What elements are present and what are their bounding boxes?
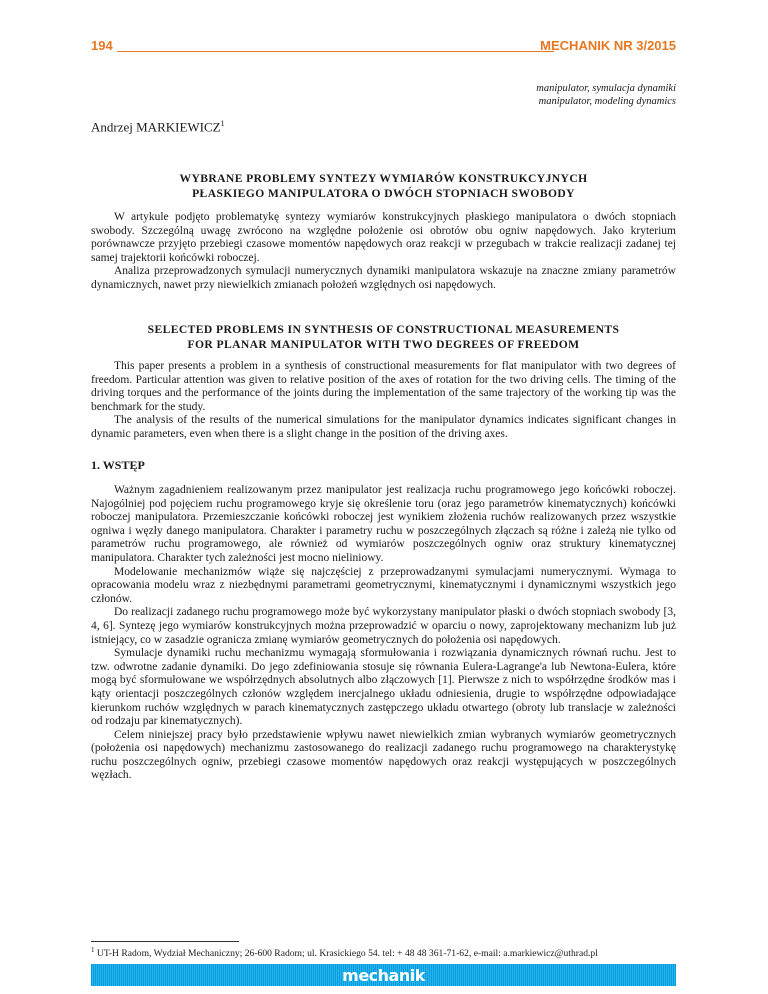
abstract-polish: [91, 211, 676, 293]
title-polish-line: WYBRANE PROBLEMY SYNTEZY WYMIARÓW KONSTRUKCYJNYCH: [179, 172, 588, 185]
journal-issue: MECHANIK NR 3/2015: [540, 38, 676, 53]
abstract-paragraph: Analiza przeprowadzonych symulacji numerycznych dynamiki manipulatora wskazuje na znaczne zmiany parametrów dynamicznych, nawet przy niewielkich zmianach położeń względnych osi napędowych.: [91, 265, 676, 291]
header-rule: [117, 51, 554, 52]
body-paragraph: Ważnym zagadnieniem realizowanym przez manipulator jest realizacja ruchu programowego jego końcówki roboczej. Najogólniej pod pojęciem ruchu programowego kryje się określenie toru (oraz jego parametrów kinematycznych) końcówki roboczej manipulatora. Przemieszczanie końcówki roboczej jest wynikiem złożenia ruchów realizowanych przez wszystkie ogniwa i węzły danego manipulatora. Charakter i parametry ruchu w poszczególnych złączach są różne i zależą nie tylko od parametrów ruchu programowego, ale również od wymiarów poszczególnych ogniw oraz struktury kinematycznej manipulatora. Charakter tych zależności jest mocno nieliniowy.: [91, 484, 676, 564]
title-english-line: FOR PLANAR MANIPULATOR WITH TWO DEGREES OF FREEDOM: [187, 338, 580, 351]
keywords-en: manipulator, modeling dynamics: [538, 96, 676, 107]
abstract-paragraph: This paper presents a problem in a synthesis of constructional measurements for flat manipulator with two degrees of freedom. Particular attention was given to relative position of the axes of rotation for the two driving cells. The timing of the driving torques and the performance of the joints during the implementation of the same trajectory of the working tip was the benchmark for the study.: [91, 360, 676, 413]
body-paragraph: Do realizacji zadanego ruchu programowego może być wykorzystany manipulator płaski o dwóch stopniach swobody [3, 4, 6]. Syntezę jego wymiarów konstrukcyjnych można przeprowadzić w oparciu o nowy, zaprojektowany mechanizm lub już istniejący, co w zasadzie ogranicza zmianę wymiarów geometrycznych do położenia osi napędowych.: [91, 606, 676, 646]
footnote-text: UT-H Radom, Wydział Mechaniczny; 26-600 Radom; ul. Krasickiego 54. tel: + 48 48 361-71-62, e-mail: a.markiewicz@uthrad.pl: [96, 948, 598, 960]
abstract-english: [91, 360, 676, 442]
section-heading: 1. WSTĘP: [91, 458, 145, 472]
author: [91, 119, 225, 135]
footnote-mark: 1: [91, 946, 95, 954]
abstract-paragraph: The analysis of the results of the numerical simulations for the manipulator dynamics indicates significant changes in dynamic parameters, even when there is a slight change in the position of the driving axes.: [91, 414, 676, 440]
page-number: 194: [91, 38, 113, 53]
footnote: [91, 946, 681, 959]
body-paragraph: Modelowanie mechanizmów wiąże się najczęściej z przeprowadzanymi symulacjami numerycznymi. Wymaga to opracowania modelu wraz z niezbędnymi parametrami geometrycznymi, kinematycznymi i dynamicznymi wszystkich jego członów.: [91, 565, 676, 605]
section-body: [91, 484, 676, 783]
keywords-pl: manipulator, symulacja dynamiki: [536, 83, 676, 94]
body-paragraph: Symulacje dynamiki ruchu mechanizmu wymagają sformułowania i rozwiązania dynamicznych równań ruchu. Jest to tzw. odwrotne zadanie dynamiki. Do jego zdefiniowania stosuje się równania Eulera-Lagrange'a lub Newtona-Eulera, które mogą być sformułowane we współrzędnych absolutnych albo złączowych [1]. Pierwsze z nich to współrzędne środków mas i kąty orientacji poszczególnych członów względem inercjalnego układu odniesienia, drugie to współrzędne odpowiadające kierunkom ruchów względnych w parach kinematycznych zastępczego układu otwartego (obroty lub translacje w zależności od rodzaju par kinematycznych).: [91, 647, 676, 728]
page-header: [91, 38, 676, 58]
title-english: [91, 322, 676, 352]
title-polish-line: PŁASKIEGO MANIPULATORA O DWÓCH STOPNIACH SWOBODY: [192, 187, 575, 200]
body-paragraph: Celem niniejszej pracy było przedstawienie wpływu nawet niewielkich zmian wybranych wymiarów geometrycznych (położenia osi napędowych) mechanizmu zastosowanego do realizacji zadanego ruchu programowego na charakterystykę ruchu poszczególnych ogniw, przebiegi czasowe momentów napędowych oraz reakcji występujących w poszczególnych węzłach.: [91, 728, 676, 782]
footnote-rule: [91, 941, 239, 942]
author-name: Andrzej MARKIEWICZ: [91, 119, 221, 135]
abstract-paragraph: W artykule podjęto problematykę syntezy wymiarów konstrukcyjnych płaskiego manipulatora o dwóch stopniach swobody. Szczególną uwagę zwrócono na względne położenie osi obrotów obu ogniw napędowych. Jako kryterium porównawcze przyjęto przebiegi czasowe momentów napędowych oraz reakcji w przegubach w trakcie realizacji zadanej tej samej trajektorii końcówki roboczej.: [91, 211, 676, 264]
keywords: [536, 82, 676, 108]
journal-logo: mechanik: [342, 966, 425, 985]
author-note-mark: 1: [220, 119, 225, 128]
footer-bar: [91, 964, 676, 986]
title-polish: [91, 171, 676, 201]
title-english-line: SELECTED PROBLEMS IN SYNTHESIS OF CONSTRUCTIONAL MEASUREMENTS: [147, 323, 620, 336]
